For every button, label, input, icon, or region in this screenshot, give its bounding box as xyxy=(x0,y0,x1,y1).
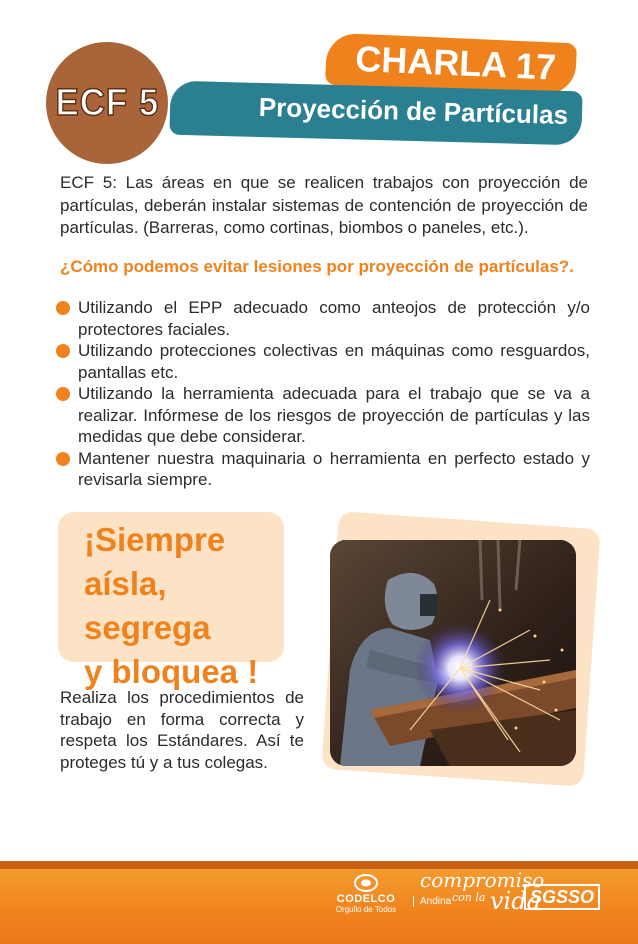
slogan-line-2: aísla, segrega xyxy=(84,565,211,646)
codelco-tagline: Orgullo de Todos xyxy=(335,905,397,914)
list-item: Mantener nuestra maquinaria o herramienta en perfecto estado y revisarla siempre. xyxy=(56,448,590,491)
welding-photo xyxy=(330,540,576,766)
sgsso-logo: SGSSO xyxy=(524,884,600,910)
compromiso-logo-vida: vida xyxy=(490,887,541,915)
intro-paragraph: ECF 5: Las áreas en que se realicen trabajos con proyección de partículas, deberán instalar sistemas de contención de proyección de partículas. (Barreras, como cortinas, biombos o paneles, etc.). xyxy=(60,173,588,237)
slogan xyxy=(84,518,294,694)
division-label: Andina xyxy=(413,896,451,907)
question-heading: ¿Cómo podemos evitar lesiones por proyección de partículas?. xyxy=(60,257,574,276)
prevention-list xyxy=(56,297,590,491)
subtitle-banner xyxy=(169,81,582,146)
closing-paragraph: Realiza los procedimientos de trabajo en forma correcta y respeta los Estándares. Así te proteges tú y a tus colegas. xyxy=(60,688,304,772)
compromiso-logo-conla: con la xyxy=(452,891,486,904)
bullet-dot-icon xyxy=(56,387,70,401)
ecf-badge xyxy=(46,42,168,164)
codelco-logo xyxy=(320,893,412,914)
bullet-dot-icon xyxy=(56,301,70,315)
page-subtitle: Proyección de Partículas xyxy=(258,91,569,131)
ecf-badge-label: ECF 5 xyxy=(55,81,159,124)
slogan-line-3: y bloquea ! xyxy=(84,653,259,690)
codelco-name: CODELCO xyxy=(336,893,396,905)
list-item: Utilizando la herramienta adecuada para el trabajo que se va a realizar. Infórmese de los riesgos de proyección de partículas y las medidas que debe considerar. xyxy=(56,383,590,448)
charla-title: CHARLA 17 xyxy=(354,37,557,88)
list-item: Utilizando protecciones colectivas en máquinas como resguardos, pantallas etc. xyxy=(56,340,590,383)
list-item: Utilizando el EPP adecuado como anteojos de protección y/o protectores faciales. xyxy=(56,297,590,340)
bullet-dot-icon xyxy=(56,452,70,466)
welder-illustration xyxy=(330,540,576,766)
slogan-line-1: ¡Siempre xyxy=(84,521,226,558)
bullet-dot-icon xyxy=(56,344,70,358)
compromiso-logo-text: compromiso xyxy=(420,868,545,892)
